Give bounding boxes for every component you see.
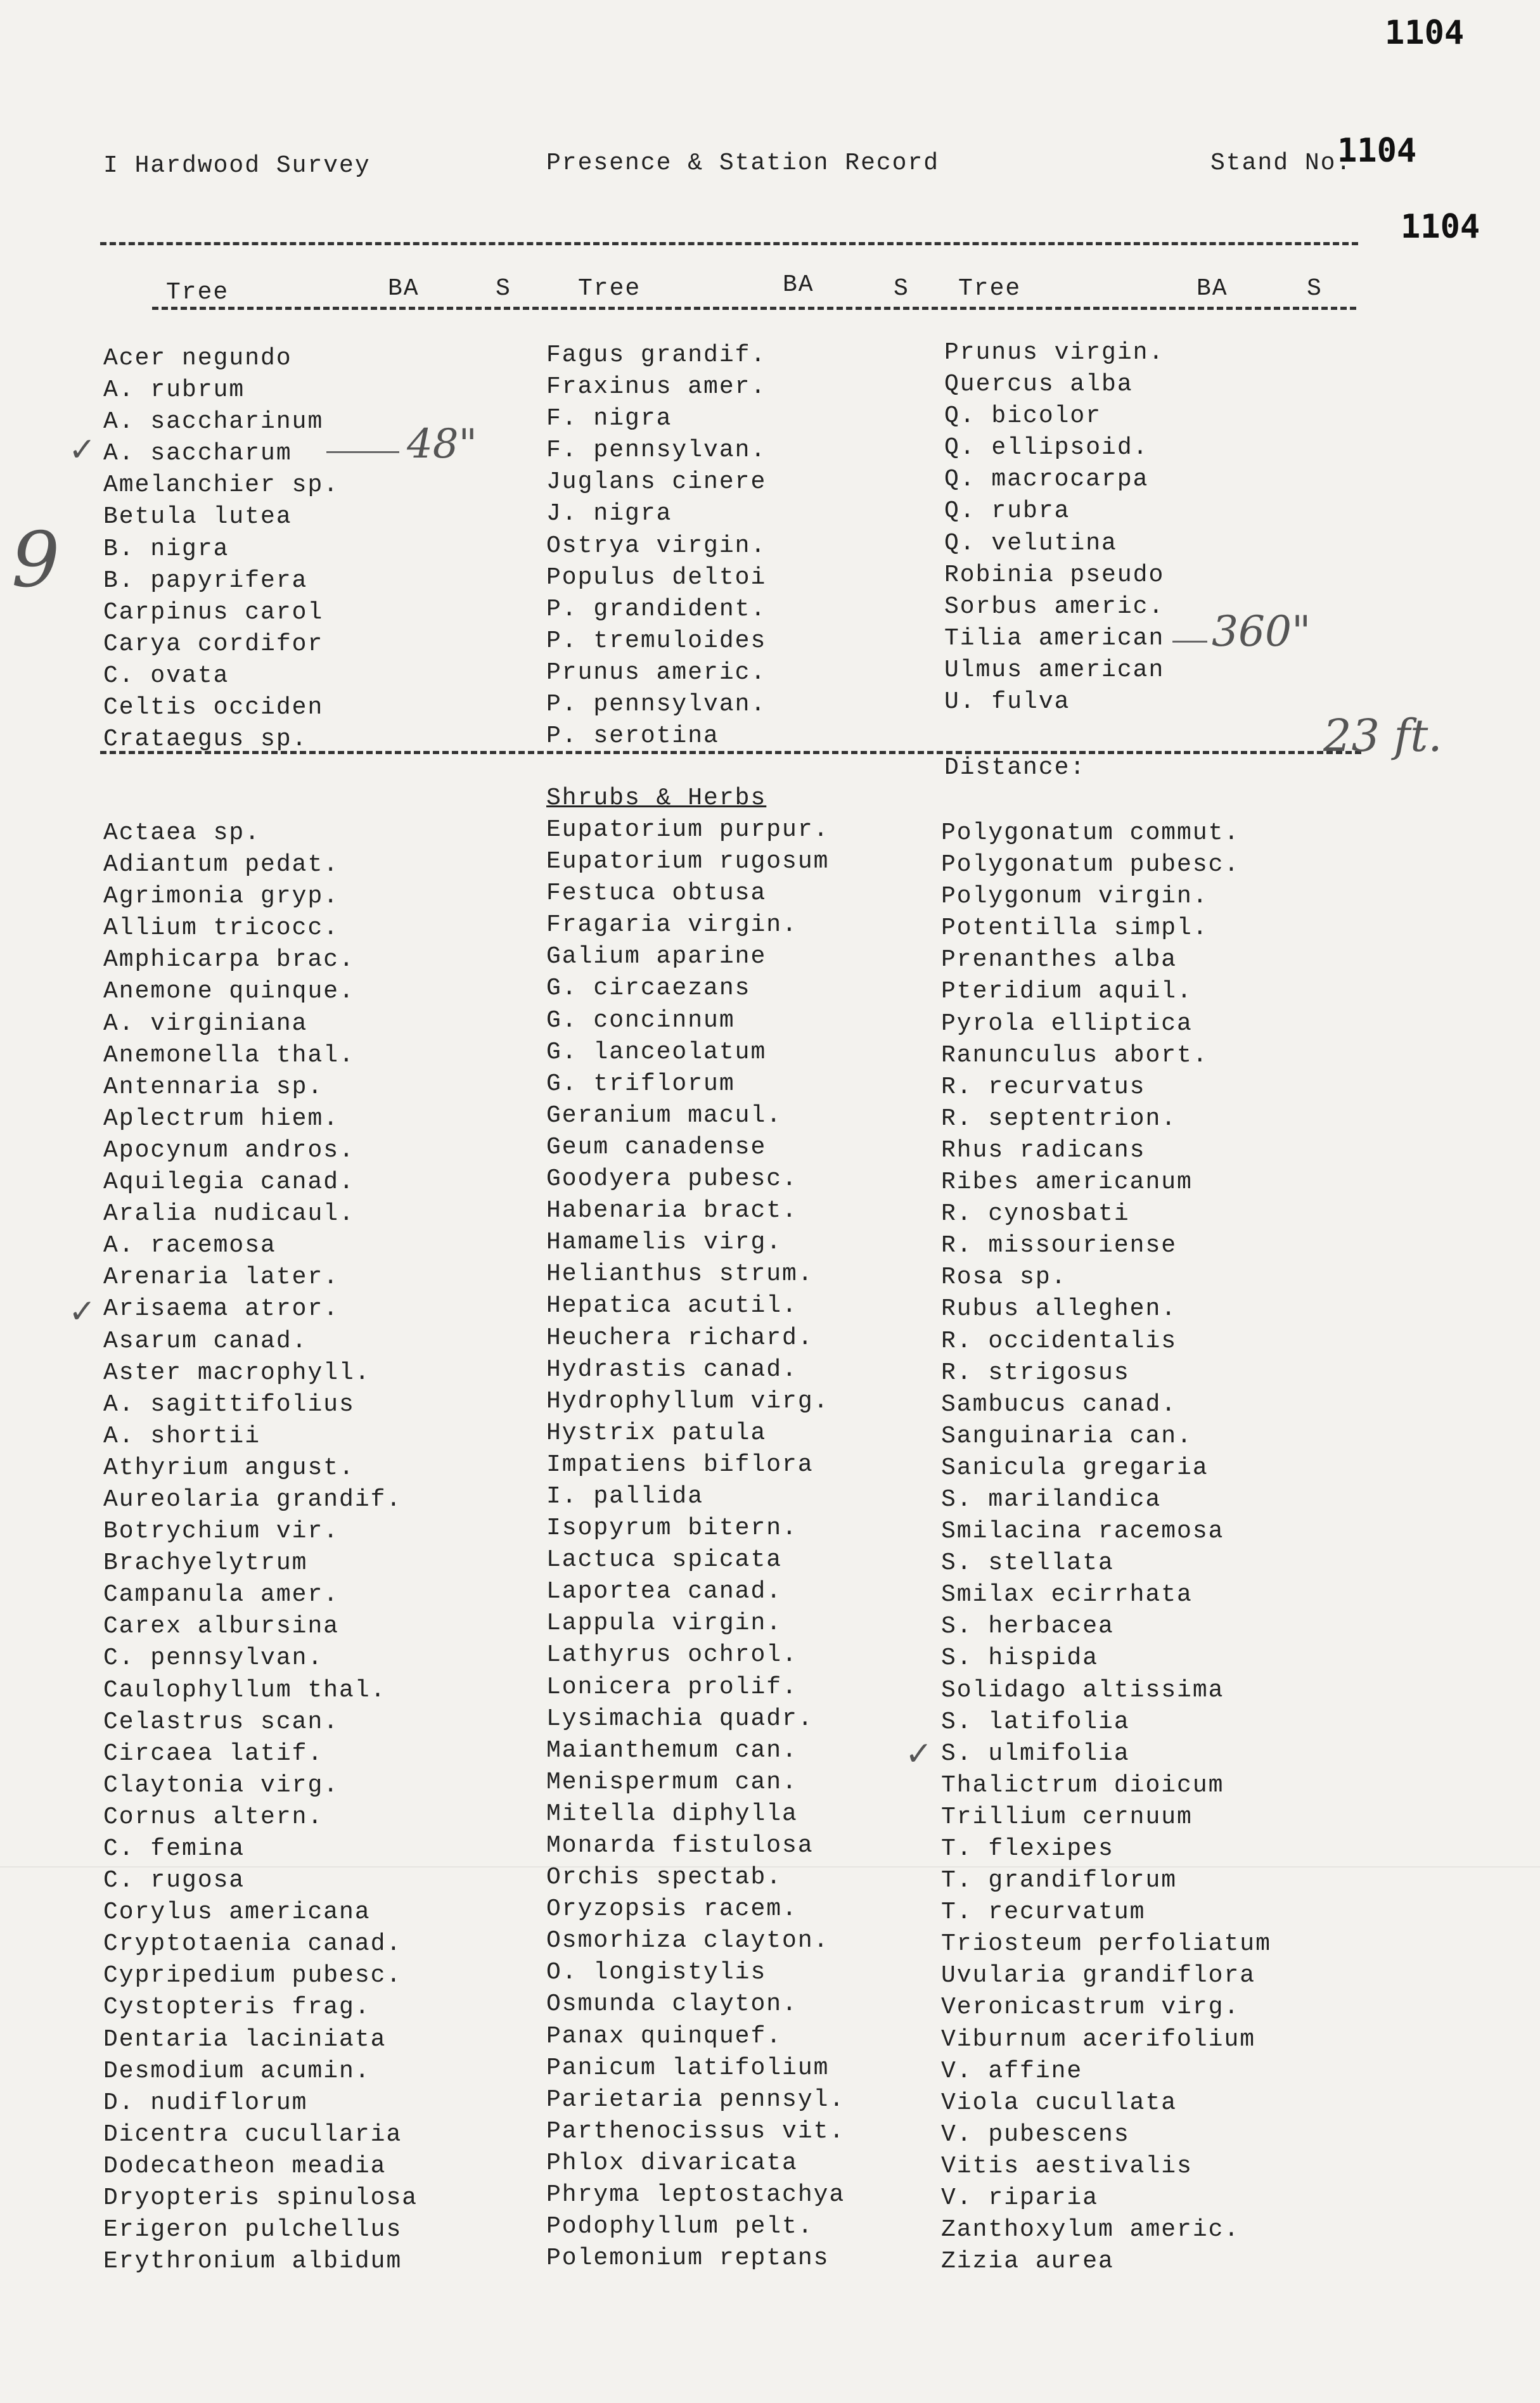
- list-item: Hydrastis canad.: [546, 1355, 798, 1383]
- list-item: Cryptotaenia canad.: [103, 1930, 402, 1958]
- list-item: Erigeron pulchellus: [103, 2216, 402, 2244]
- list-item: Crataegus sp.: [103, 726, 308, 753]
- list-item: Asarum canad.: [103, 1327, 308, 1355]
- col-header-s-3: S: [1307, 275, 1323, 302]
- list-item: G. concinnum: [546, 1006, 735, 1034]
- list-item: Sambucus canad.: [941, 1390, 1177, 1418]
- handwritten-distance: 23 ft.: [1323, 710, 1442, 762]
- list-item: V. affine: [941, 2057, 1083, 2085]
- list-item: Actaea sp.: [103, 819, 261, 847]
- list-item: A. racemosa: [103, 1232, 276, 1260]
- shrubs-list-1: [103, 817, 418, 2278]
- list-item: Populus deltoi: [546, 563, 767, 591]
- list-item: P. serotina: [546, 722, 719, 750]
- list-item: Aplectrum hiem.: [103, 1105, 340, 1132]
- list-item: Sanguinaria can.: [941, 1422, 1193, 1450]
- list-item: Quercus alba: [944, 371, 1133, 399]
- list-item: Carpinus carol: [103, 598, 324, 626]
- list-item: U. fulva: [944, 688, 1070, 716]
- list-item: P. tremuloides: [546, 627, 767, 655]
- list-item: Fraxinus amer.: [546, 373, 767, 401]
- list-item: C. ovata: [103, 662, 229, 689]
- check-mark-icon: ✓: [68, 431, 96, 469]
- survey-title: I Hardwood Survey: [103, 152, 371, 179]
- list-item: Polygonatum commut.: [941, 819, 1240, 847]
- list-item: G. circaezans: [546, 975, 751, 1003]
- list-item: Ulmus american: [944, 656, 1165, 684]
- list-item: Aureolaria grandif.: [103, 1485, 402, 1513]
- list-item: Dicentra cucullaria: [103, 2120, 402, 2148]
- list-item: Campanula amer.: [103, 1581, 340, 1609]
- list-item: Sanicula gregaria: [941, 1454, 1209, 1482]
- list-item: Amelanchier sp.: [103, 471, 340, 499]
- list-item: C. rugosa: [103, 1867, 245, 1895]
- list-item: Hystrix patula: [546, 1419, 767, 1447]
- list-item: Prunus americ.: [546, 658, 767, 686]
- list-item: C. femina: [103, 1835, 245, 1862]
- list-item: Athyrium angust.: [103, 1454, 355, 1482]
- list-item: Lathyrus ochrol.: [546, 1641, 798, 1669]
- list-item: A. virginiana: [103, 1009, 308, 1037]
- list-item: Thalictrum dioicum: [941, 1771, 1224, 1799]
- list-item: Acer negundo: [103, 345, 292, 372]
- handwritten-leader-line: [1172, 641, 1207, 643]
- list-item: Isopyrum bitern.: [546, 1515, 798, 1542]
- list-item: Solidago altissima: [941, 1676, 1224, 1704]
- list-item: Cystopteris frag.: [103, 1994, 371, 2022]
- list-item: Oryzopsis racem.: [546, 1895, 798, 1923]
- list-item: Caulophyllum thal.: [103, 1676, 387, 1704]
- list-item: J. nigra: [546, 500, 672, 528]
- list-item: Osmorhiza clayton.: [546, 1927, 830, 1955]
- list-item: Tilia american: [944, 624, 1165, 652]
- list-item: Cypripedium pubesc.: [103, 1962, 402, 1990]
- list-item: T. recurvatum: [941, 1899, 1146, 1926]
- list-item: Adiantum pedat.: [103, 851, 340, 879]
- list-item: Zanthoxylum americ.: [941, 2216, 1240, 2244]
- list-item: G. lanceolatum: [546, 1038, 767, 1066]
- list-item: Q. ellipsoid.: [944, 434, 1149, 462]
- section-rule: [100, 751, 1361, 754]
- list-item: S. latifolia: [941, 1708, 1130, 1736]
- list-item: S. hispida: [941, 1644, 1099, 1672]
- list-item: Pyrola elliptica: [941, 1009, 1193, 1037]
- list-item: Lonicera prolif.: [546, 1673, 798, 1701]
- col-header-tree-1: Tree: [166, 279, 229, 306]
- list-item: Fragaria virgin.: [546, 911, 798, 939]
- list-item: Heuchera richard.: [546, 1324, 814, 1352]
- paper-fold-line: [0, 1866, 1540, 1868]
- list-item: Trillium cernuum: [941, 1803, 1193, 1831]
- list-item: I. pallida: [546, 1482, 704, 1510]
- list-item: Anemone quinque.: [103, 978, 355, 1006]
- handwritten-ba-tilia: 360": [1212, 607, 1311, 656]
- list-item: A. saccharum: [103, 440, 292, 468]
- list-item: B. papyrifera: [103, 567, 308, 594]
- list-item: Osmunda clayton.: [546, 1990, 798, 2018]
- list-item: Laportea canad.: [546, 1578, 783, 1606]
- list-item: Vitis aestivalis: [941, 2152, 1193, 2180]
- list-item: B. nigra: [103, 535, 229, 563]
- list-item: Prenanthes alba: [941, 946, 1177, 974]
- list-item: Eupatorium rugosum: [546, 848, 830, 876]
- list-item: Triosteum perfoliatum: [941, 1930, 1271, 1958]
- list-item: Goodyera pubesc.: [546, 1165, 798, 1193]
- list-item: Juglans cinere: [546, 468, 767, 496]
- list-item: Hydrophyllum virg.: [546, 1387, 830, 1415]
- list-item: C. pennsylvan.: [103, 1644, 324, 1672]
- list-item: R. missouriense: [941, 1232, 1177, 1260]
- list-item: Panicum latifolium: [546, 2054, 830, 2082]
- list-item: Celastrus scan.: [103, 1708, 340, 1736]
- tree-list-3: [944, 337, 1164, 718]
- list-item: Podophyllum pelt.: [546, 2213, 814, 2241]
- list-item: Celtis occiden: [103, 694, 324, 722]
- list-item: Carex albursina: [103, 1613, 340, 1641]
- stand-number-label: Stand No.: [1210, 150, 1352, 177]
- list-item: Viola cucullata: [941, 2089, 1177, 2117]
- stand-number-stamp: 1104: [1337, 132, 1417, 170]
- list-item: Dryopteris spinulosa: [103, 2184, 418, 2212]
- list-item: Mitella diphylla: [546, 1800, 798, 1828]
- list-item: Veronicastrum virg.: [941, 1994, 1240, 2022]
- list-item: Impatiens biflora: [546, 1451, 814, 1478]
- list-item: Arenaria later.: [103, 1264, 340, 1291]
- check-mark-icon: ✓: [68, 1293, 96, 1331]
- handwritten-margin-note: 9: [11, 516, 60, 605]
- list-item: Eupatorium purpur.: [546, 816, 830, 843]
- list-item: Desmodium acumin.: [103, 2057, 371, 2085]
- list-item: A. shortii: [103, 1422, 261, 1450]
- col-header-ba-2: BA: [783, 271, 814, 298]
- list-item: T. grandiflorum: [941, 1867, 1177, 1895]
- list-item: P. pennsylvan.: [546, 691, 767, 719]
- list-item: Brachyelytrum: [103, 1549, 308, 1577]
- list-item: Aralia nudicaul.: [103, 1200, 355, 1228]
- list-item: Monarda fistulosa: [546, 1832, 814, 1859]
- list-item: Phlox divaricata: [546, 2149, 798, 2177]
- handwritten-ba-saccharum: 48": [407, 421, 477, 468]
- check-mark-icon: ✓: [905, 1735, 933, 1773]
- tree-list-2: [546, 340, 766, 752]
- list-item: Geranium macul.: [546, 1101, 783, 1129]
- list-item: Geum canadense: [546, 1133, 767, 1161]
- col-header-ba-3: BA: [1197, 275, 1228, 302]
- list-item: Robinia pseudo: [944, 561, 1165, 589]
- list-item: Parthenocissus vit.: [546, 2117, 845, 2145]
- list-item: Lappula virgin.: [546, 1610, 783, 1637]
- list-item: Pteridium aquil.: [941, 978, 1193, 1006]
- list-item: Smilacina racemosa: [941, 1518, 1224, 1546]
- list-item: Aster macrophyll.: [103, 1359, 371, 1387]
- list-item: D. nudiflorum: [103, 2089, 308, 2117]
- tree-list-1: [103, 343, 339, 755]
- list-item: Q. velutina: [944, 529, 1117, 557]
- list-item: Phryma leptostachya: [546, 2181, 845, 2209]
- list-item: Circaea latif.: [103, 1740, 324, 1767]
- list-item: Q. rubra: [944, 497, 1070, 525]
- list-item: Prunus virgin.: [944, 339, 1165, 366]
- col-header-ba-1: BA: [388, 275, 420, 302]
- list-item: Uvularia grandiflora: [941, 1962, 1256, 1990]
- list-item: Panax quinquef.: [546, 2022, 783, 2050]
- list-item: Dodecatheon meadia: [103, 2152, 387, 2180]
- list-item: Aquilegia canad.: [103, 1169, 355, 1196]
- header-top-rule: [100, 242, 1358, 245]
- list-item: Q. macrocarpa: [944, 466, 1149, 494]
- col-header-tree-3: Tree: [958, 275, 1022, 302]
- list-item: Arisaema atror.: [103, 1295, 340, 1323]
- list-item: Polygonatum pubesc.: [941, 851, 1240, 879]
- list-item: Polygonum virgin.: [941, 883, 1209, 911]
- list-item: V. pubescens: [941, 2120, 1130, 2148]
- list-item: S. marilandica: [941, 1485, 1162, 1513]
- list-item: Potentilla simpl.: [941, 914, 1209, 942]
- list-item: Menispermum can.: [546, 1768, 798, 1796]
- list-item: Ostrya virgin.: [546, 532, 767, 560]
- list-item: A. saccharinum: [103, 408, 324, 436]
- list-item: Polemonium reptans: [546, 2245, 830, 2272]
- handwritten-leader-line: [326, 451, 399, 453]
- list-item: S. stellata: [941, 1549, 1114, 1577]
- list-item: R. occidentalis: [941, 1327, 1177, 1355]
- list-item: Hepatica acutil.: [546, 1292, 798, 1320]
- list-item: R. cynosbati: [941, 1200, 1130, 1228]
- shrubs-list-2: [546, 814, 845, 2274]
- list-item: Amphicarpa brac.: [103, 946, 355, 974]
- list-item: R. strigosus: [941, 1359, 1130, 1387]
- shrubs-herbs-title: Shrubs & Herbs: [546, 785, 767, 812]
- list-item: F. pennsylvan.: [546, 437, 767, 465]
- list-item: P. grandident.: [546, 595, 767, 623]
- list-item: Helianthus strum.: [546, 1260, 814, 1288]
- list-item: S. herbacea: [941, 1613, 1114, 1641]
- list-item: Q. bicolor: [944, 402, 1102, 430]
- list-item: R. septentrion.: [941, 1105, 1177, 1132]
- list-item: G. triflorum: [546, 1070, 735, 1098]
- col-header-s-1: S: [496, 275, 511, 302]
- list-item: A. sagittifolius: [103, 1390, 355, 1418]
- list-item: T. flexipes: [941, 1835, 1114, 1862]
- stand-number-stamp-top: 1104: [1385, 14, 1465, 52]
- list-item: R. recurvatus: [941, 1073, 1146, 1101]
- list-item: Anemonella thal.: [103, 1041, 355, 1069]
- list-item: S. ulmifolia: [941, 1740, 1130, 1767]
- list-item: Antennaria sp.: [103, 1073, 324, 1101]
- list-item: Carya cordifor: [103, 630, 324, 658]
- list-item: Claytonia virg.: [103, 1771, 340, 1799]
- list-item: F. nigra: [546, 405, 672, 433]
- list-item: Hamamelis virg.: [546, 1229, 783, 1257]
- list-item: Zizia aurea: [941, 2248, 1114, 2276]
- list-item: Ribes americanum: [941, 1169, 1193, 1196]
- list-item: Allium tricocc.: [103, 914, 340, 942]
- list-item: Fagus grandif.: [546, 342, 767, 369]
- list-item: Lysimachia quadr.: [546, 1705, 814, 1733]
- stand-number-stamp-margin: 1104: [1401, 208, 1480, 246]
- list-item: Smilax ecirrhata: [941, 1581, 1193, 1609]
- list-item: Ranunculus abort.: [941, 1041, 1209, 1069]
- list-item: Dentaria laciniata: [103, 2025, 387, 2053]
- list-item: Lactuca spicata: [546, 1546, 783, 1574]
- list-item: Habenaria bract.: [546, 1197, 798, 1225]
- header-bottom-rule: [152, 307, 1356, 310]
- list-item: Botrychium vir.: [103, 1518, 340, 1546]
- record-title: Presence & Station Record: [546, 150, 940, 177]
- col-header-tree-2: Tree: [578, 275, 641, 302]
- list-item: V. riparia: [941, 2184, 1099, 2212]
- list-item: Orchis spectab.: [546, 1864, 783, 1892]
- list-item: Rubus alleghen.: [941, 1295, 1177, 1323]
- list-item: Parietaria pennsyl.: [546, 2086, 845, 2113]
- list-item: Cornus altern.: [103, 1803, 324, 1831]
- shrubs-list-3: [941, 817, 1271, 2278]
- list-item: Galium aparine: [546, 943, 767, 971]
- list-item: Sorbus americ.: [944, 593, 1165, 620]
- list-item: O. longistylis: [546, 1959, 767, 1987]
- list-item: Agrimonia gryp.: [103, 883, 340, 911]
- list-item: A. rubrum: [103, 376, 245, 404]
- list-item: Rosa sp.: [941, 1264, 1067, 1291]
- list-item: Corylus americana: [103, 1899, 371, 1926]
- list-item: Apocynum andros.: [103, 1136, 355, 1164]
- list-item: Viburnum acerifolium: [941, 2025, 1256, 2053]
- list-item: Festuca obtusa: [546, 880, 767, 907]
- distance-label: Distance:: [944, 754, 1086, 781]
- list-item: Erythronium albidum: [103, 2248, 402, 2276]
- list-item: Maianthemum can.: [546, 1736, 798, 1764]
- col-header-s-2: S: [894, 275, 909, 302]
- list-item: Betula lutea: [103, 503, 292, 531]
- list-item: Rhus radicans: [941, 1136, 1146, 1164]
